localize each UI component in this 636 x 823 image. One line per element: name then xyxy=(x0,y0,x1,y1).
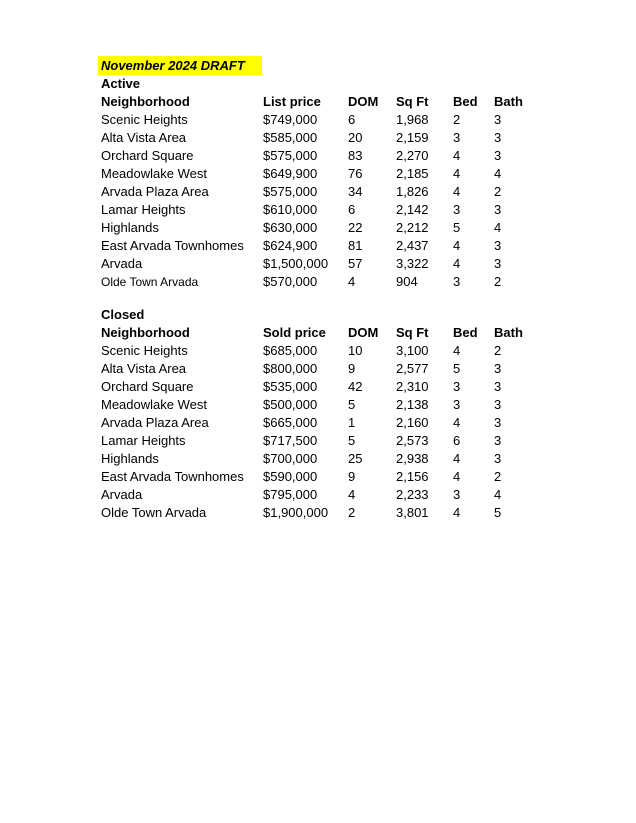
cell-price: $649,900 xyxy=(263,166,318,181)
cell-bed: 4 xyxy=(453,238,461,253)
active-table-body xyxy=(101,111,561,291)
cell-bath: 3 xyxy=(494,433,502,448)
cell-sqft: 1,968 xyxy=(396,112,429,127)
cell-bed: 3 xyxy=(453,202,461,217)
cell-bed: 4 xyxy=(453,256,461,271)
cell-sqft: 3,100 xyxy=(396,343,429,358)
cell-dom: 42 xyxy=(348,379,363,394)
table-row xyxy=(101,201,561,219)
header-bath: Bath xyxy=(494,94,523,109)
cell-bath: 2 xyxy=(494,469,502,484)
cell-neighborhood: Arvada Plaza Area xyxy=(101,415,209,430)
cell-price: $665,000 xyxy=(263,415,318,430)
cell-neighborhood: Arvada xyxy=(101,487,143,502)
table-row xyxy=(101,396,561,414)
cell-dom: 9 xyxy=(348,469,356,484)
cell-bath: 3 xyxy=(494,130,502,145)
cell-price: $749,000 xyxy=(263,112,318,127)
cell-bath: 3 xyxy=(494,361,502,376)
cell-bath: 2 xyxy=(494,343,502,358)
cell-sqft: 3,322 xyxy=(396,256,429,271)
cell-bed: 6 xyxy=(453,433,461,448)
cell-neighborhood: Lamar Heights xyxy=(101,202,186,217)
cell-neighborhood: Olde Town Arvada xyxy=(101,275,199,289)
page-title: November 2024 DRAFT xyxy=(98,56,262,75)
cell-price: $590,000 xyxy=(263,469,318,484)
cell-bed: 2 xyxy=(453,112,461,127)
cell-neighborhood: Orchard Square xyxy=(101,379,194,394)
cell-price: $500,000 xyxy=(263,397,318,412)
cell-price: $630,000 xyxy=(263,220,318,235)
header-sqft: Sq Ft xyxy=(396,94,429,109)
table-row xyxy=(101,450,561,468)
table-row xyxy=(101,147,561,165)
table-row xyxy=(101,378,561,396)
cell-price: $1,900,000 xyxy=(263,505,329,520)
section-label-closed: Closed xyxy=(101,307,145,322)
cell-bath: 2 xyxy=(494,274,502,289)
cell-neighborhood: Olde Town Arvada xyxy=(101,505,207,520)
header-sqft: Sq Ft xyxy=(396,325,429,340)
cell-dom: 10 xyxy=(348,343,363,358)
cell-dom: 22 xyxy=(348,220,363,235)
cell-dom: 6 xyxy=(348,112,356,127)
cell-dom: 57 xyxy=(348,256,363,271)
header-list-price: List price xyxy=(263,94,321,109)
cell-sqft: 2,310 xyxy=(396,379,429,394)
cell-bath: 5 xyxy=(494,505,502,520)
cell-sqft: 2,938 xyxy=(396,451,429,466)
cell-neighborhood: East Arvada Townhomes xyxy=(101,238,244,253)
cell-dom: 1 xyxy=(348,415,356,430)
cell-bed: 4 xyxy=(453,166,461,181)
cell-dom: 81 xyxy=(348,238,363,253)
cell-bed: 4 xyxy=(453,184,461,199)
cell-bath: 3 xyxy=(494,112,502,127)
cell-bath: 3 xyxy=(494,238,502,253)
cell-bed: 3 xyxy=(453,130,461,145)
cell-dom: 5 xyxy=(348,433,356,448)
cell-bath: 3 xyxy=(494,202,502,217)
cell-neighborhood: Highlands xyxy=(101,451,159,466)
cell-sqft: 2,138 xyxy=(396,397,429,412)
cell-dom: 83 xyxy=(348,148,363,163)
cell-dom: 5 xyxy=(348,397,356,412)
table-row xyxy=(101,219,561,237)
cell-sqft: 904 xyxy=(396,274,418,289)
cell-neighborhood: Orchard Square xyxy=(101,148,194,163)
cell-bath: 3 xyxy=(494,379,502,394)
cell-bed: 4 xyxy=(453,505,461,520)
table-header-row xyxy=(101,324,561,342)
cell-dom: 4 xyxy=(348,487,356,502)
cell-neighborhood: Highlands xyxy=(101,220,159,235)
table-row xyxy=(101,129,561,147)
cell-bath: 3 xyxy=(494,415,502,430)
cell-dom: 2 xyxy=(348,505,356,520)
cell-sqft: 3,801 xyxy=(396,505,429,520)
cell-sqft: 2,577 xyxy=(396,361,429,376)
cell-dom: 6 xyxy=(348,202,356,217)
cell-neighborhood: Scenic Heights xyxy=(101,343,188,358)
cell-neighborhood: Alta Vista Area xyxy=(101,361,187,376)
closed-sales-section xyxy=(101,306,561,522)
cell-neighborhood: Arvada xyxy=(101,256,143,271)
table-row xyxy=(101,360,561,378)
cell-bed: 3 xyxy=(453,379,461,394)
table-row xyxy=(101,414,561,432)
cell-dom: 25 xyxy=(348,451,363,466)
cell-bed: 4 xyxy=(453,343,461,358)
cell-price: $585,000 xyxy=(263,130,318,145)
header-dom: DOM xyxy=(348,94,379,109)
cell-price: $570,000 xyxy=(263,274,318,289)
header-bath: Bath xyxy=(494,325,523,340)
cell-price: $575,000 xyxy=(263,148,318,163)
cell-sqft: 2,185 xyxy=(396,166,429,181)
cell-dom: 20 xyxy=(348,130,363,145)
cell-price: $685,000 xyxy=(263,343,318,358)
cell-bath: 2 xyxy=(494,184,502,199)
cell-dom: 4 xyxy=(348,274,356,289)
table-header-row xyxy=(101,93,561,111)
cell-price: $800,000 xyxy=(263,361,318,376)
cell-bath: 3 xyxy=(494,451,502,466)
header-dom: DOM xyxy=(348,325,379,340)
header-sold-price: Sold price xyxy=(263,325,326,340)
header-bed: Bed xyxy=(453,94,478,109)
cell-sqft: 2,437 xyxy=(396,238,429,253)
cell-dom: 9 xyxy=(348,361,356,376)
cell-bath: 3 xyxy=(494,397,502,412)
cell-bath: 4 xyxy=(494,487,502,502)
table-row xyxy=(101,273,561,291)
closed-table-body xyxy=(101,342,561,522)
cell-sqft: 2,159 xyxy=(396,130,429,145)
cell-dom: 34 xyxy=(348,184,363,199)
cell-sqft: 2,212 xyxy=(396,220,429,235)
cell-sqft: 2,573 xyxy=(396,433,429,448)
cell-sqft: 2,142 xyxy=(396,202,429,217)
cell-neighborhood: East Arvada Townhomes xyxy=(101,469,244,484)
cell-neighborhood: Alta Vista Area xyxy=(101,130,187,145)
cell-sqft: 2,233 xyxy=(396,487,429,502)
cell-neighborhood: Meadowlake West xyxy=(101,397,207,412)
cell-sqft: 1,826 xyxy=(396,184,429,199)
cell-price: $717,500 xyxy=(263,433,318,448)
cell-bed: 4 xyxy=(453,451,461,466)
cell-neighborhood: Lamar Heights xyxy=(101,433,186,448)
table-row xyxy=(101,183,561,201)
cell-price: $1,500,000 xyxy=(263,256,329,271)
cell-bed: 5 xyxy=(453,361,461,376)
cell-bed: 4 xyxy=(453,148,461,163)
table-row xyxy=(101,165,561,183)
cell-price: $795,000 xyxy=(263,487,318,502)
table-row xyxy=(101,432,561,450)
table-row xyxy=(101,486,561,504)
cell-sqft: 2,160 xyxy=(396,415,429,430)
cell-neighborhood: Arvada Plaza Area xyxy=(101,184,209,199)
cell-sqft: 2,270 xyxy=(396,148,429,163)
cell-price: $575,000 xyxy=(263,184,318,199)
table-row xyxy=(101,342,561,360)
cell-bed: 3 xyxy=(453,274,461,289)
header-bed: Bed xyxy=(453,325,478,340)
cell-bed: 4 xyxy=(453,415,461,430)
header-neighborhood: Neighborhood xyxy=(101,94,190,109)
cell-bed: 3 xyxy=(453,397,461,412)
table-row xyxy=(101,255,561,273)
cell-bath: 4 xyxy=(494,166,502,181)
cell-bath: 3 xyxy=(494,148,502,163)
cell-dom: 76 xyxy=(348,166,363,181)
cell-price: $535,000 xyxy=(263,379,318,394)
cell-bath: 4 xyxy=(494,220,502,235)
cell-price: $624,900 xyxy=(263,238,318,253)
header-neighborhood: Neighborhood xyxy=(101,325,190,340)
cell-bed: 4 xyxy=(453,469,461,484)
active-listings-section xyxy=(101,75,561,291)
cell-price: $700,000 xyxy=(263,451,318,466)
table-row xyxy=(101,111,561,129)
cell-bed: 5 xyxy=(453,220,461,235)
cell-price: $610,000 xyxy=(263,202,318,217)
table-row xyxy=(101,504,561,522)
table-row xyxy=(101,468,561,486)
section-label-active: Active xyxy=(101,76,141,91)
cell-sqft: 2,156 xyxy=(396,469,429,484)
cell-bath: 3 xyxy=(494,256,502,271)
table-row xyxy=(101,237,561,255)
cell-neighborhood: Scenic Heights xyxy=(101,112,188,127)
cell-bed: 3 xyxy=(453,487,461,502)
cell-neighborhood: Meadowlake West xyxy=(101,166,207,181)
